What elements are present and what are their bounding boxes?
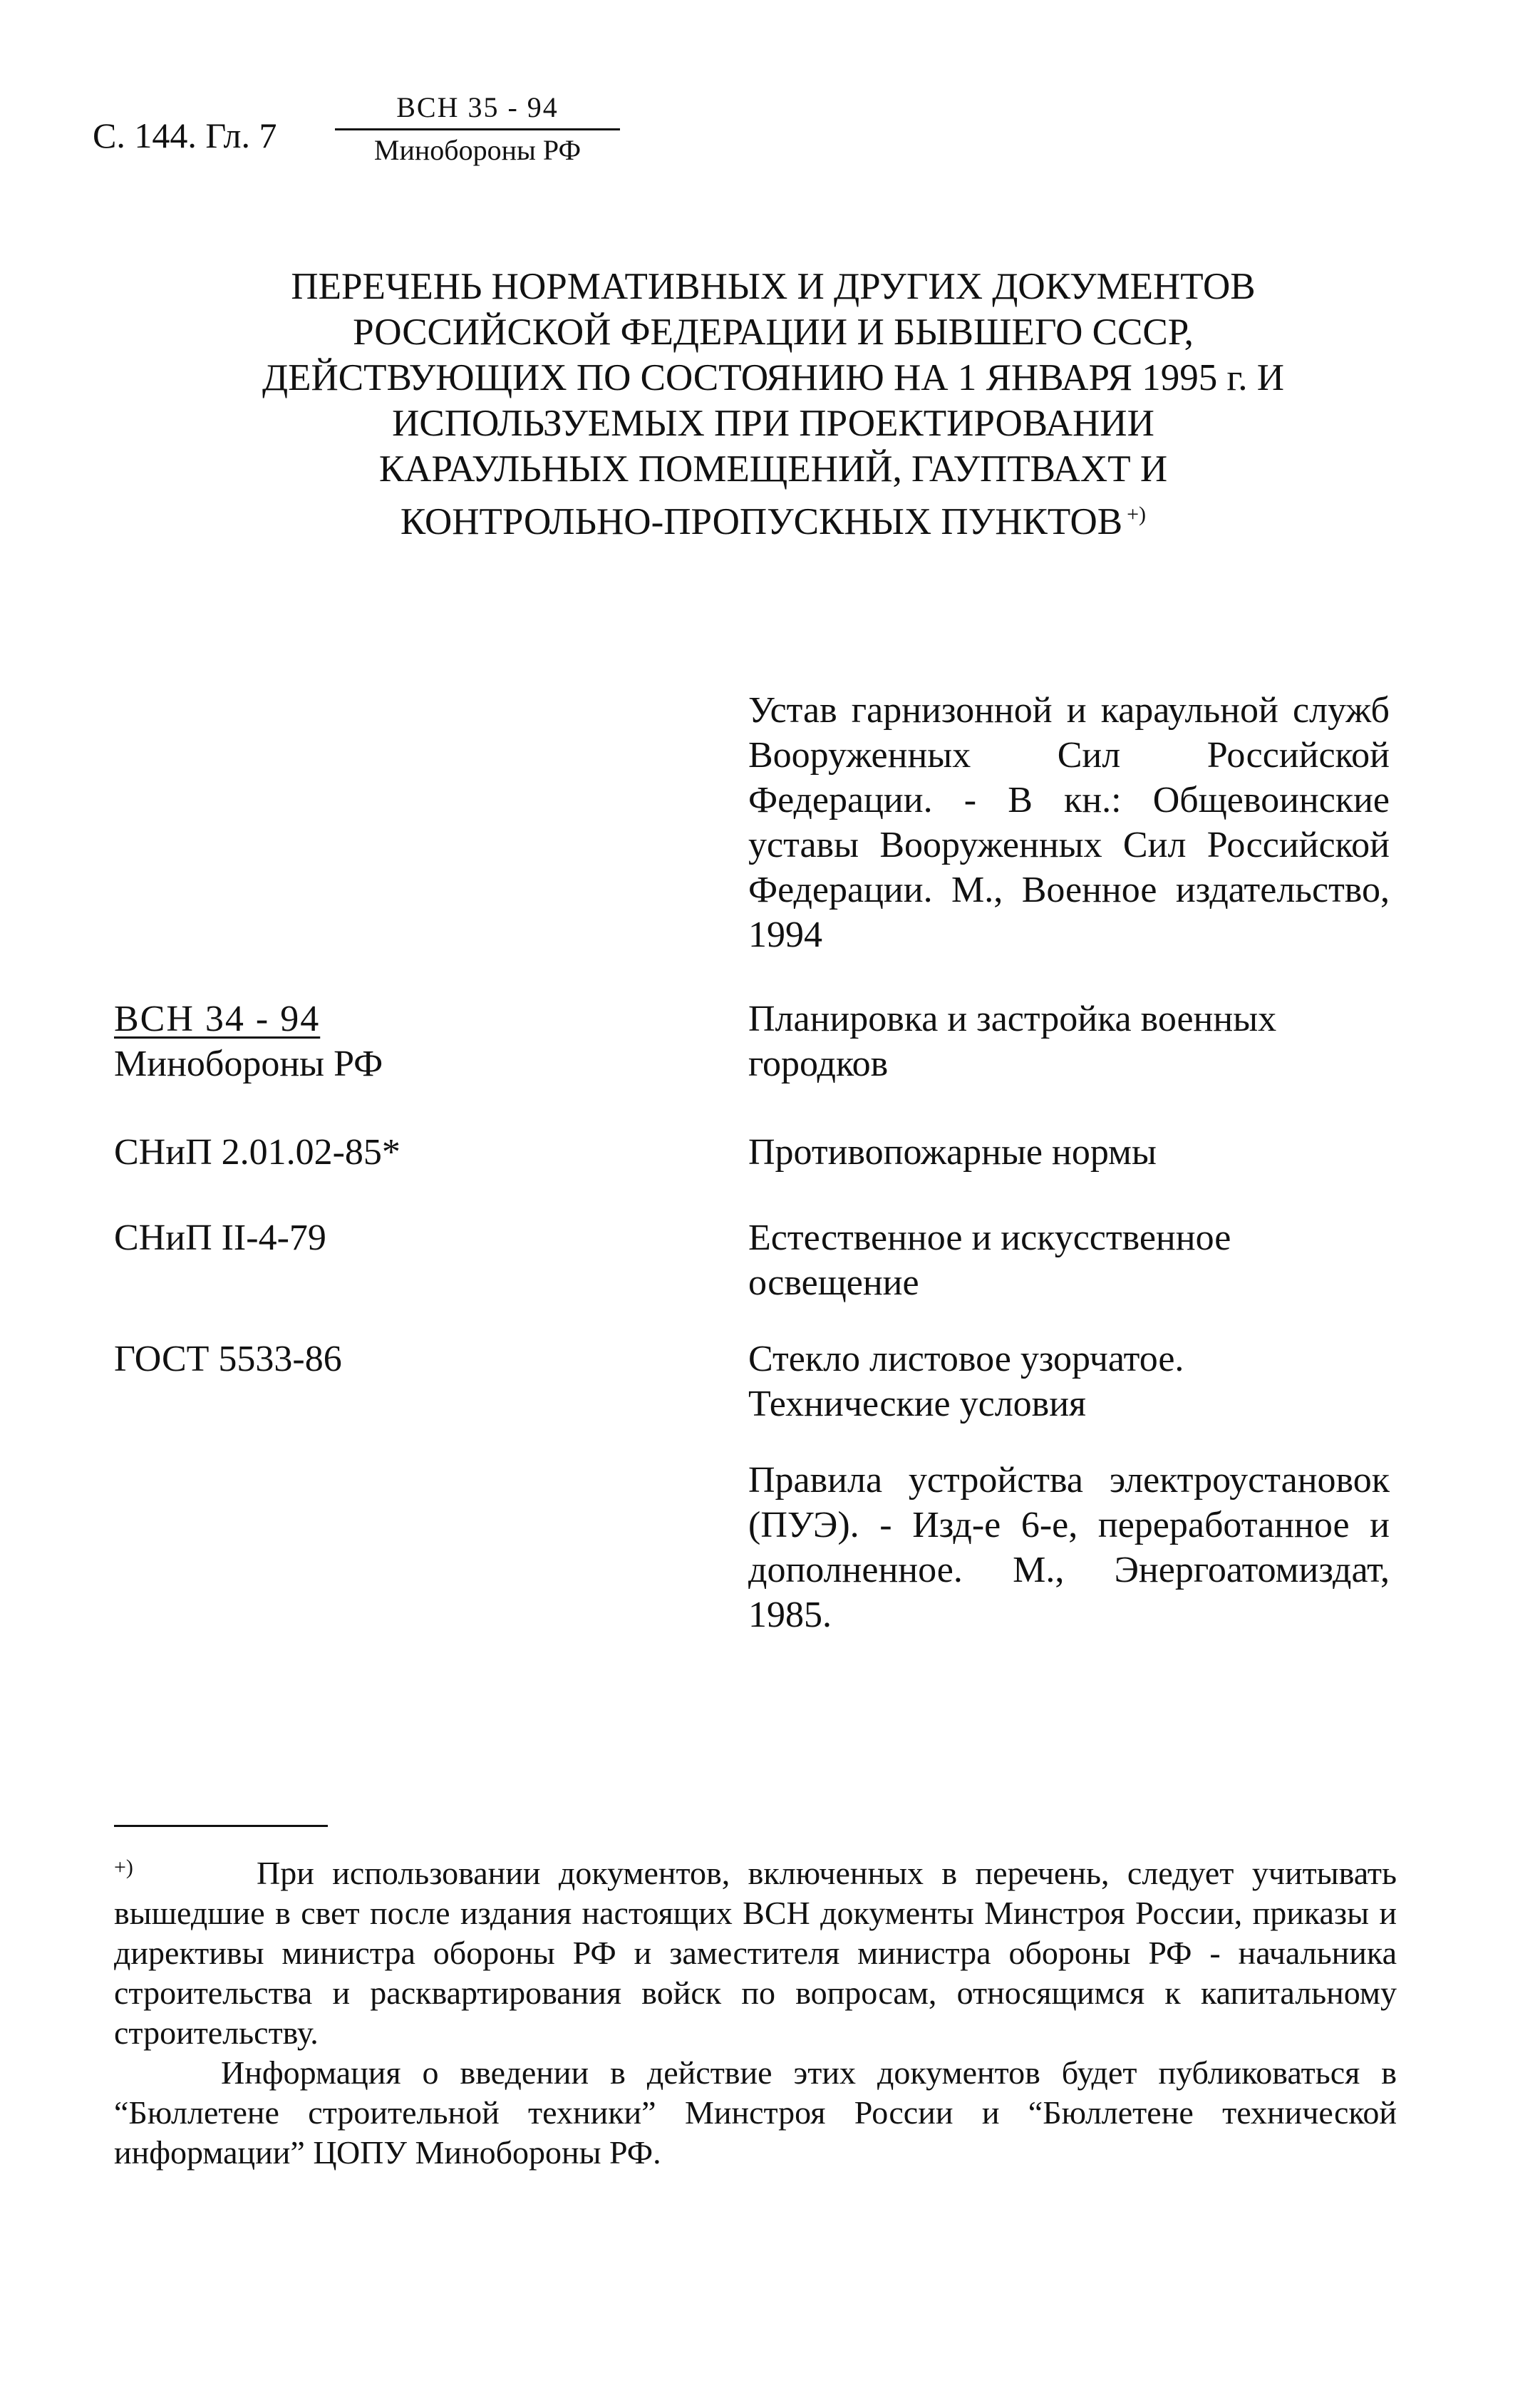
document-description: Планировка и застройка военных городков	[748, 999, 1277, 1084]
footnote-mark: +)	[114, 1856, 133, 1879]
document-code-number: ВСН 34 - 94	[114, 999, 321, 1039]
page-reference: С. 144. Гл. 7	[93, 115, 277, 155]
title-line: КАРАУЛЬНЫХ ПОМЕЩЕНИЙ, ГАУПТВАХТ И	[378, 448, 1168, 490]
page-title	[128, 264, 1418, 545]
intro-entry: Устав гарнизонной и караульной служб Вооруженных Сил Российской Федерации. - В кн.: Общевоинские уставы Вооруженных Сил Российской Федерации. М., Военное издательство, 1994	[748, 690, 1390, 955]
document-code-organization: Минобороны РФ	[114, 1044, 383, 1084]
title-line-last	[128, 492, 1418, 545]
footnote-text: При использовании документов, включенных в перечень, следует учитывать вышедшие в свет после издания настоящих ВСН документы Минстроя России, приказы и директивы министра обороны РФ и заместителя министра обороны РФ - начальника строительства и расквартирования войск по вопросам, относящимся к капитальному строительству.	[114, 1855, 1397, 2051]
title-line: ПЕРЕЧЕНЬ НОРМАТИВНЫХ И ДРУГИХ ДОКУМЕНТОВ	[291, 266, 1256, 307]
document-code	[114, 997, 656, 1086]
title-line: ИСПОЛЬЗУЕМЫХ ПРИ ПРОЕКТИРОВАНИИ	[392, 403, 1154, 444]
document-description: Противопожарные нормы	[748, 1132, 1157, 1173]
footnote-paragraph	[114, 1848, 1397, 2053]
document-code: СНиП II-4-79	[114, 1218, 326, 1258]
title-footnote-mark: +)	[1127, 503, 1147, 526]
document-description: Естественное и искусственное освещение	[748, 1218, 1231, 1303]
document-code: ГОСТ 5533-86	[114, 1339, 342, 1379]
footnote-paragraph: Информация о введении в действие этих документов будет публиковаться в “Бюллетене строительной техники” Минстроя России и “Бюллетене технической информации” ЦОПУ Минобороны РФ.	[114, 2054, 1397, 2171]
title-line: РОССИЙСКОЙ ФЕДЕРАЦИИ И БЫВШЕГО СССР,	[353, 312, 1194, 353]
document-code: СНиП 2.01.02-85*	[114, 1132, 400, 1173]
title-line: ДЕЙСТВУЮЩИХ ПО СОСТОЯНИЮ НА 1 ЯНВАРЯ 1995 г. И	[262, 357, 1285, 398]
header-code-number: ВСН 35 - 94	[335, 91, 620, 130]
document-description: Стекло листовое узорчатое. Технические условия	[748, 1339, 1184, 1424]
footnote	[114, 1848, 1397, 2173]
footnote-divider	[114, 1825, 328, 1827]
pue-entry: Правила устройства электроустановок (ПУЭ). - Изд-е 6-е, переработанное и дополненное. М., Энергоатомиздат, 1985.	[748, 1460, 1390, 1635]
header-document-code	[335, 91, 620, 168]
title-line: КОНТРОЛЬНО-ПРОПУСКНЫХ ПУНКТОВ	[400, 501, 1123, 542]
header-code-organization: Минобороны РФ	[373, 134, 582, 166]
